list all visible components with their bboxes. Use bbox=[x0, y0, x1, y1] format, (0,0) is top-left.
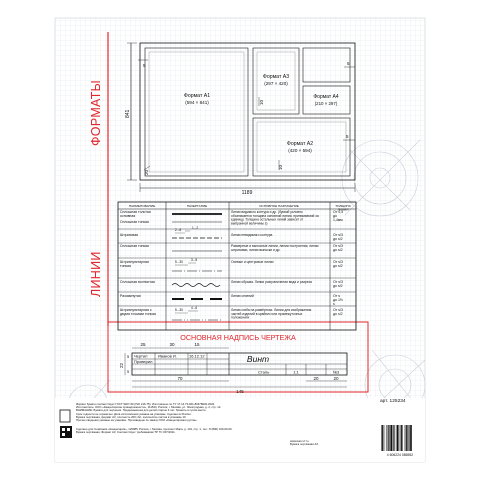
pattern-dim-label: 3...5 bbox=[191, 258, 198, 262]
line-type-name: Сплошная тонкая bbox=[120, 220, 149, 224]
dim-height: 841 bbox=[125, 109, 131, 118]
barcode-bar bbox=[384, 425, 385, 451]
format-a3-name: Формат А3 bbox=[262, 74, 290, 80]
line-type-name: Разомкнутая bbox=[120, 294, 141, 298]
dim-label: 145 bbox=[236, 389, 244, 394]
line-purpose: Осевые и центровые линии bbox=[231, 260, 274, 264]
table-header-cell: НАИМЕНОВАНИЕ bbox=[128, 204, 156, 208]
barcode-bar bbox=[390, 425, 392, 451]
barcode-bar bbox=[402, 425, 403, 451]
format-a3-size: (297 × 420) bbox=[264, 81, 288, 86]
title-row-name: Иванов И. bbox=[158, 353, 177, 359]
formats-side-label: ФОРМАТЫ bbox=[89, 80, 103, 146]
barcode-bar bbox=[400, 425, 401, 451]
barcode-bar bbox=[410, 425, 412, 451]
qr-code bbox=[60, 426, 72, 438]
title-block-heading: ОСНОВНАЯ НАДПИСЬ ЧЕРТЕЖА bbox=[180, 333, 296, 342]
dim-label: 22 bbox=[119, 362, 124, 368]
dim-label: 30 bbox=[169, 342, 175, 347]
line-type-name: Штрихпунктирная тонкая bbox=[120, 260, 149, 269]
line-type-name: Сплошная тонкая bbox=[120, 244, 149, 248]
dim-ten-a2: 10 bbox=[278, 164, 283, 170]
line-purpose: Линии сгиба на развёртках. Линии для изображения частей изделий в крайних или промежуточных положениях bbox=[231, 308, 312, 320]
title-row-role: Проверил bbox=[134, 359, 153, 364]
line-purpose: Линии сечений bbox=[231, 294, 254, 298]
format-a2-name: Формат А2 bbox=[286, 141, 314, 147]
footer-line: Срок годности не ограничен. Дата изготовления указана на упаковке. Сделано в России. bbox=[76, 411, 192, 416]
barcode-bar bbox=[389, 425, 390, 451]
paper-sheet bbox=[55, 18, 425, 462]
barcode-bar bbox=[407, 425, 408, 451]
footer-line: Сделано для: Компания «Канцелярия», 129085, Россия, г. Москва, проспект Мира, д. 101, стр. 1, тел.: 8 (800) 100-00-00. bbox=[76, 427, 233, 431]
dim-label: 20 bbox=[333, 376, 339, 381]
footer-line: ВНИМАНИЕ: Бумага для черчения. Предназначена для детей старше 3 лет. Хранить в сухом месте. bbox=[76, 408, 207, 413]
article-number: арт. 125234 bbox=[380, 399, 406, 404]
format-a1-name: Формат А1 bbox=[183, 93, 211, 99]
footer-line: Бумага чертёжная А3 bbox=[290, 442, 318, 447]
barcode-digits: 4 606224 086552 bbox=[386, 453, 414, 457]
footer-text-left-2 bbox=[76, 428, 346, 434]
part-title: Винт bbox=[246, 354, 270, 364]
dim-five-left: 5 bbox=[143, 63, 146, 68]
dim-label: 5 bbox=[127, 355, 130, 359]
dim-label: 15 bbox=[194, 342, 200, 347]
barcode-bar bbox=[386, 425, 387, 451]
line-purpose: Линии видимого контура и др. (буквой условно обозначается толщина основной линии, принимаемой за единицу. Толщина остальных линий зависит от выбранной величины s) bbox=[231, 210, 319, 226]
line-purpose: Линии невидимого контура bbox=[231, 233, 273, 237]
line-thickness: От s/3 до s/2 bbox=[333, 280, 343, 289]
line-purpose: Линии обрыва. Линии разграничения вида и разреза bbox=[231, 280, 312, 284]
barcode-bar bbox=[382, 425, 383, 451]
dim-label: 70 bbox=[177, 376, 183, 381]
dim-width: 1189 bbox=[241, 190, 253, 196]
table-header-cell: НАЧЕРТАНИЕ bbox=[186, 204, 208, 208]
dim-five-right: 5 bbox=[347, 61, 350, 66]
line-type-name: Штрихпунктирная с двумя точками тонкая bbox=[120, 308, 156, 317]
pattern-dim-label: 5...30 bbox=[175, 260, 183, 264]
line-thickness: От s до 1½ s bbox=[333, 294, 343, 307]
title-row-role: Чертил bbox=[134, 353, 148, 359]
line-type-name: Штриховая bbox=[120, 233, 139, 237]
footer-text-right bbox=[290, 440, 380, 446]
line-purpose: Размерные и выносные линии, линии построения, линии штриховки, линии выноски и др. bbox=[231, 244, 319, 252]
barcode-bar bbox=[401, 425, 402, 451]
footer-line: Бумага чертёжная. Формат А3. Соответствует требованиям ТР ТС 007/2011. bbox=[76, 430, 176, 435]
line-thickness: От 0,5 до 1,4мм bbox=[333, 210, 344, 223]
footer-line: Бумага чертёжная, формат А3, плотность 200 г/м², количество листов в упаковке 10. bbox=[76, 414, 187, 419]
footer-line: Прочие сведения указаны на упаковке. Произведено по заказу ООО «Канцелярская группа». bbox=[76, 418, 198, 423]
line-type-name: Сплошная волнистая bbox=[120, 280, 155, 284]
line-thickness: От s/3 до s/2 bbox=[333, 308, 343, 317]
format-a4-size: (210 × 297) bbox=[314, 101, 338, 106]
pattern-dim-label: 1...2 bbox=[192, 226, 199, 230]
format-a1-size: (594 × 841) bbox=[185, 100, 209, 105]
barcode-bar bbox=[397, 425, 399, 451]
barcode-bar bbox=[405, 425, 406, 451]
barcode-bar bbox=[393, 425, 394, 451]
line-type-name: Сплошная толстая основная bbox=[120, 210, 151, 219]
line-thickness: От s/3 до s/2 bbox=[333, 244, 343, 253]
title-row-date: 16.12.12 bbox=[189, 353, 205, 359]
barcode-bar bbox=[381, 425, 382, 451]
dim-ten: 10 bbox=[259, 99, 264, 105]
footer-text-left bbox=[76, 403, 346, 422]
barcode-bar bbox=[388, 425, 389, 451]
material-label: Сталь bbox=[258, 369, 270, 375]
pattern-dim-label: 4...6 bbox=[191, 306, 198, 310]
table-header-cell: ТОЛЩИНА ЛИНИИ bbox=[335, 204, 351, 212]
barcode-bar bbox=[396, 425, 397, 451]
dim-five-a2: 5 bbox=[346, 134, 349, 139]
footer-line: Изготовитель: ООО «Канцелярские принадлежности», 111524, Россия, г. Москва, ул. Электродная, д. 2, стр. 12. bbox=[76, 405, 222, 410]
dim-twenty: 20 bbox=[144, 169, 149, 175]
dim-label: 20 bbox=[313, 376, 319, 381]
format-a2-size: (420 × 594) bbox=[288, 148, 312, 153]
barcode-bar bbox=[406, 425, 407, 451]
table-header-cell: ОСНОВНОЕ НАЗНАЧЕНИЕ bbox=[259, 204, 299, 208]
scale-value: 1:1 bbox=[293, 369, 299, 375]
dim-label: 5 bbox=[127, 370, 130, 374]
lines-side-label: ЛИНИИ bbox=[89, 251, 103, 297]
sheet-number: №3 bbox=[332, 369, 340, 375]
footer-line: www.kanc-rf.ru bbox=[290, 439, 309, 443]
dim-label: 25 bbox=[140, 342, 146, 347]
pattern-dim-label: 5...30 bbox=[175, 308, 183, 312]
pattern-dim-label: 2...8 bbox=[175, 228, 182, 232]
barcode-bar bbox=[394, 425, 395, 451]
line-thickness: От s/3 до s/2 bbox=[333, 233, 343, 242]
footer-line: Формат бумаги соответствует ГОСТ 9327-60 (ISO 216-75). Изготовлено по ТУ 17.12.73-001-80478932-2022. bbox=[76, 402, 216, 406]
format-a4-name: Формат А4 bbox=[313, 94, 339, 100]
line-thickness: От s/3 до s/2 bbox=[333, 260, 343, 269]
barcode-bar bbox=[409, 425, 410, 451]
